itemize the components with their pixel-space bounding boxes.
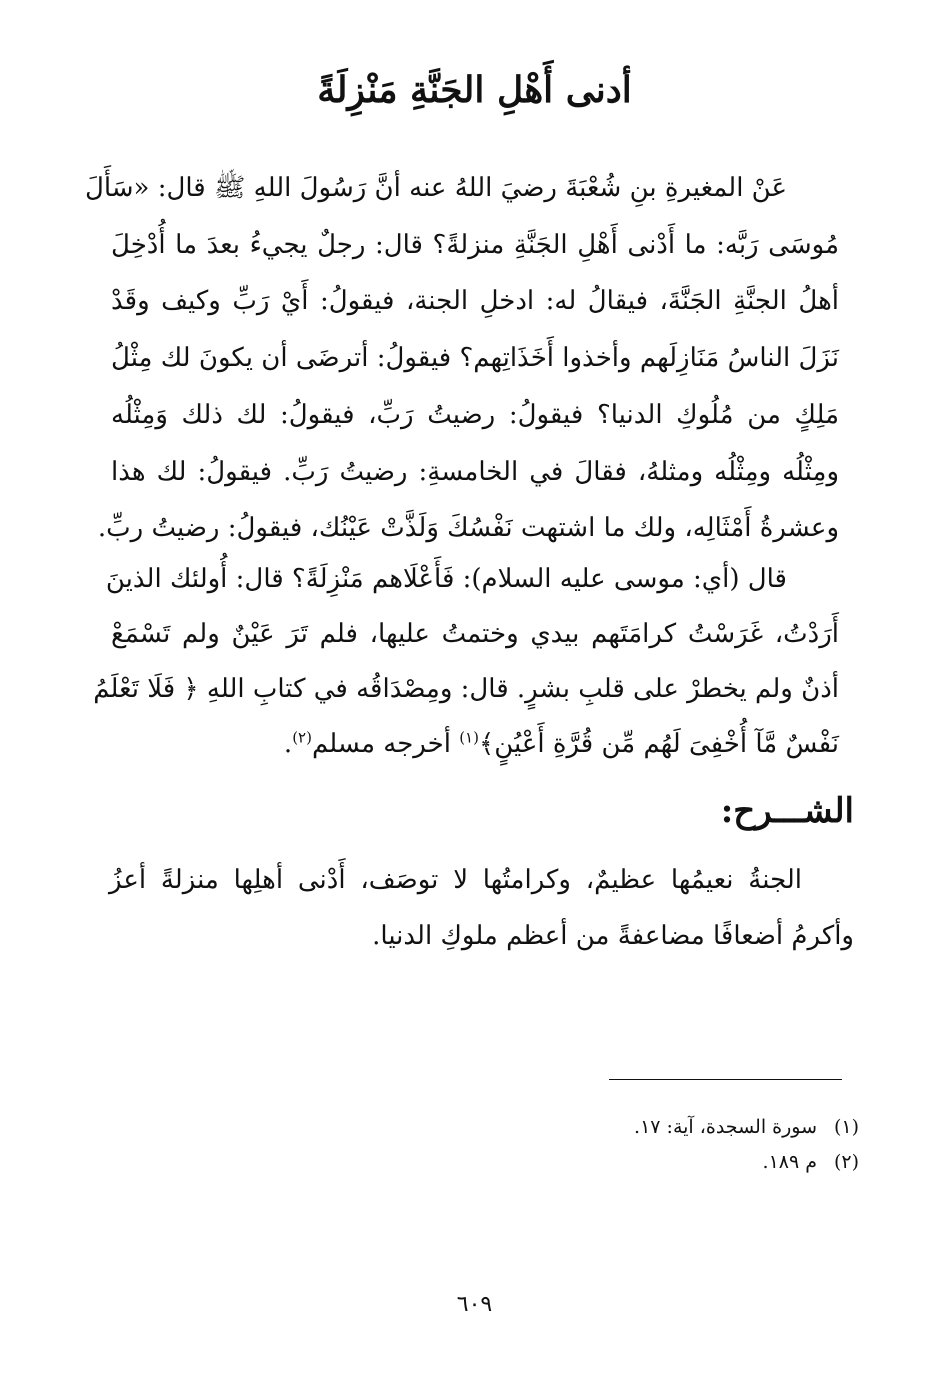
footnote-text: سورة السجدة، آية: ١٧. [634,1116,817,1138]
footnote-item [459,1145,859,1180]
section-heading: الشـــرح: [720,791,854,831]
footnote-text: م ١٨٩. [762,1151,817,1173]
footnote-item [459,1110,859,1145]
source-text: أخرجه مسلم [311,729,460,759]
quran-verse: نَفْسٌ مَّآ أُخْفِىَ لَهُم مِّن قُرَّةِ أَعْيُنٍ﴾ [478,729,839,759]
page-title: أدنى أَهْلِ الجَنَّةِ مَنْزِلَةً [317,69,632,111]
paragraph-line: الجنةُ نعيمُها عظيمٌ، وكرامتُها لا توصَف، أَدْنى أهلِها منزلةً أعزُ [109,865,802,895]
paragraph-line: أَرَدْتُ، غَرَسْتُ كرامَتَهم بيدي وختمتُ عليها، فلم تَرَ عَيْنٌ ولم تَسْمَعْ [111,619,839,649]
hadith-line: مُوسَى رَبَّه: ما أَدْنى أَهْلِ الجَنَّةِ منزلةً؟ قال: رجلٌ يجيءُ بعدَ ما أُدْخِلَ [111,229,839,260]
hadith-line: مَلِكٍ من مُلُوكِ الدنيا؟ فيقولُ: رضيتُ رَبِّ، فيقولُ: لك ذلك وَمِثْلُه [111,399,839,430]
paragraph-line: قال (أي: موسى عليه السلام): فَأَعْلَاهم مَنْزِلَةً؟ قال: أُولئك الذينَ [105,564,787,594]
hadith-line: أهلُ الجنَّةِ الجَنَّةَ، فيقالُ له: ادخلِ الجنة، فيقولُ: أَيْ رَبِّ وكيف وقَدْ [111,286,839,317]
hadith-continuation-paragraph [93,552,839,772]
hadith-line: نَزَلَ الناسُ مَنَازِلَهم وأخذوا أَخَذَاتِهم؟ فيقولُ: أترضَى أن يكونَ لك مِثْلُ [111,343,840,374]
page-number: ٦٠٩ [456,1292,493,1317]
footnote-number: (٢) [833,1151,859,1173]
paragraph-line: أذنٌ ولم يخطرْ على قلبِ بشرٍ. قال: ومِصْدَاقُه في كتابِ اللهِ ﴿ فَلَا تَعْلَمُ [93,674,839,704]
footnote-number: (١) [833,1116,859,1138]
hadith-paragraph [84,160,840,557]
sentence-end: . [283,729,293,759]
explanation-paragraph [109,852,854,964]
hadith-line: عَنْ المغيرةِ بنِ شُعْبَةَ رضيَ اللهُ عنه أنَّ رَسُولَ اللهِ ﷺ قال: «سَأَلَ [84,173,787,203]
footnote-divider [609,1079,842,1080]
paragraph-line: وأكرمُ أضعافًا مضاعفةً من أعظم ملوكِ الدنيا. [372,921,854,951]
footnote-ref-1: (١) [459,728,479,747]
hadith-line: ومِثْلُه ومِثْلُه ومثلهُ، فقالَ في الخامسةِ: رضيتُ رَبِّ. فيقولُ: لك هذا [111,456,839,487]
paragraph-line [111,717,839,772]
hadith-line: وعشرةُ أَمْثَالِه، ولك ما اشتهت نَفْسُكَ وَلَذَّتْ عَيْنُك، فيقولُ: رضيتُ ربِّ. [97,513,839,544]
footnote-ref-2: (٢) [292,728,312,747]
footnotes [459,1110,859,1180]
